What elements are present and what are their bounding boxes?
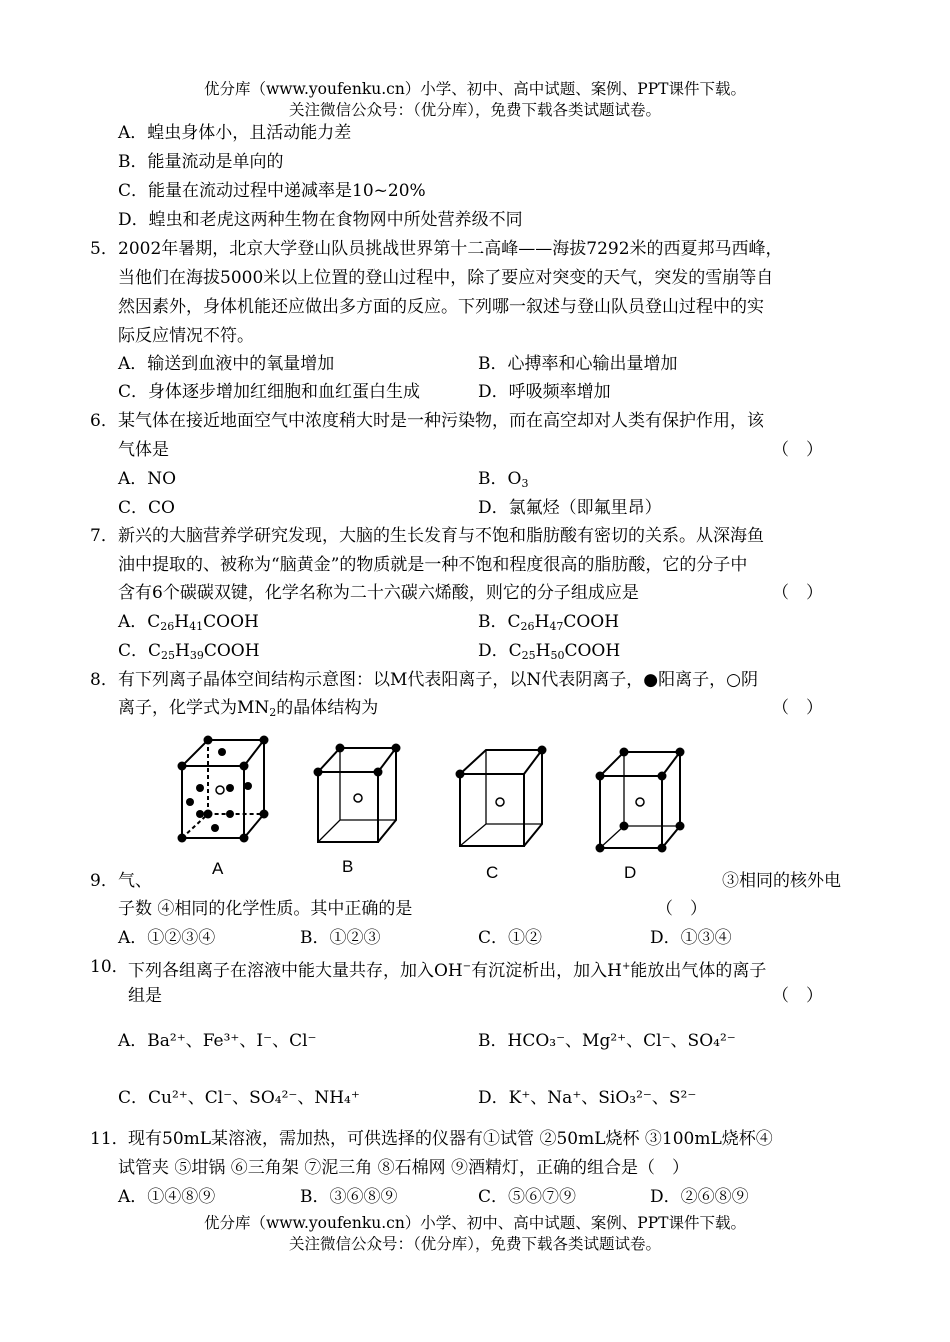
q9-answer-paren: （ ）	[656, 899, 707, 919]
q9-stem-1b: ③相同的核外电	[722, 871, 841, 891]
q11-option-a: A．①④⑧⑨	[118, 1187, 216, 1207]
q5-option-a: A．输送到血液中的氧量增加	[118, 354, 335, 374]
q6-option-c: C．CO	[118, 498, 175, 518]
q9-option-b: B．①②③	[300, 928, 381, 948]
q4-option-d: D．蝗虫和老虎这两种生物在食物网中所处营养级不同	[118, 210, 523, 230]
q10-option-b: B．HCO₃⁻、Mg²⁺、Cl⁻、SO₄²⁻	[478, 1031, 736, 1051]
q9-option-d: D．①③④	[650, 928, 732, 948]
q7-option-d: D．$C_{25}H_{50}COOH$	[478, 641, 621, 662]
q6-number: 6．	[90, 411, 118, 431]
q9-number: 9．	[90, 871, 118, 891]
q11-stem-1: 现有50mL某溶液，需加热，可供选择的仪器有①试管 ②50mL烧杯 ③100mL烧杯④	[128, 1129, 773, 1149]
q10-stem-2: 组是	[128, 986, 162, 1006]
q5-number: 5．	[90, 239, 118, 259]
q6-stem-2: 气体是	[118, 440, 169, 460]
q9-option-c: C．①②	[478, 928, 543, 948]
q7-option-a: A．$C_{26}H_{41}COOH$	[118, 612, 259, 633]
footer-line-2: 关注微信公众号：（优分库），免费下载各类试题试卷。	[288, 1235, 661, 1253]
q7-stem-3: 含有6个碳碳双键，化学名称为二十六碳六烯酸，则它的分子组成应是	[118, 583, 639, 603]
q11-option-c: C．⑤⑥⑦⑨	[478, 1187, 577, 1207]
q8-number: 8．	[90, 670, 118, 690]
q9-option-a: A．①②③④	[118, 928, 216, 948]
q4-option-a: A．蝗虫身体小，且活动能力差	[118, 123, 352, 143]
q11-stem-2: 试管夹 ⑤坩锅 ⑥三角架 ⑦泥三角 ⑧石棉网 ⑨酒精灯，正确的组合是（ ）	[118, 1158, 690, 1178]
footer-line-1: 优分库（www.youfenku.cn）小学、初中、高中试题、案例、PPT课件下载。	[203, 1214, 747, 1232]
q5-stem-2: 当他们在海拔5000米以上位置的登山过程中，除了要应对突变的天气，突发的雪崩等自	[118, 268, 774, 288]
q4-option-c: C．能量在流动过程中递减率是10~20%	[118, 181, 426, 201]
header-line-2: 关注微信公众号：（优分库），免费下载各类试题试卷。	[288, 101, 661, 119]
q10-stem-1: 下列各组离子在溶液中能大量共存，加入OH−有沉淀析出，加入H+能放出气体的离子	[128, 961, 767, 981]
q6-option-a: A．NO	[118, 469, 177, 489]
q5-stem-4: 际反应情况不符。	[118, 326, 254, 346]
cube-label-b: B	[342, 857, 354, 876]
q8-stem-1: 有下列离子晶体空间结构示意图：以M代表阳离子，以N代表阴离子，●阳离子，○阴	[118, 670, 758, 690]
q7-option-c: C．$C_{25}H_{39}COOH$	[118, 641, 260, 662]
q11-option-d: D．②⑥⑧⑨	[650, 1187, 749, 1207]
q4-option-b: B．能量流动是单向的	[118, 152, 284, 172]
q5-stem-1: 2002年暑期，北京大学登山队员挑战世界第十二高峰——海拔7292米的西夏邦马西峰，	[118, 239, 783, 259]
q8-answer-paren: （ ）	[772, 698, 823, 718]
q5-option-b: B．心搏率和心输出量增加	[478, 354, 678, 374]
q10-answer-paren: （ ）	[772, 986, 823, 1006]
q8-stem-2: 离子，化学式为$MN_2$的晶体结构为	[118, 698, 379, 719]
q11-option-b: B．③⑥⑧⑨	[300, 1187, 398, 1207]
q5-option-d: D．呼吸频率增加	[478, 382, 611, 402]
q7-answer-paren: （ ）	[772, 583, 823, 603]
q10-option-d: D．K⁺、Na⁺、SiO₃²⁻、S²⁻	[478, 1088, 697, 1108]
q11-number: 11．	[90, 1129, 129, 1149]
q10-option-a: A．Ba²⁺、Fe³⁺、I⁻、Cl⁻	[118, 1031, 317, 1051]
q9-stem-2: 子数 ④相同的化学性质。其中正确的是	[118, 899, 413, 919]
crystal-structures-figure	[160, 728, 720, 890]
q7-number: 7．	[90, 526, 118, 546]
q6-option-d: D．氯氟烃（即氟里昂）	[478, 498, 662, 518]
q6-stem-1: 某气体在接近地面空气中浓度稍大时是一种污染物，而在高空却对人类有保护作用，该	[118, 411, 764, 431]
q6-option-b: B．$O_3$	[478, 469, 529, 490]
q7-stem-1: 新兴的大脑营养学研究发现，大脑的生长发育与不饱和脂肪酸有密切的关系。从深海鱼	[118, 526, 764, 546]
q5-stem-3: 然因素外，身体机能还应做出多方面的反应。下列哪一叙述与登山队员登山过程中的实	[118, 297, 764, 317]
q5-option-c: C．身体逐步增加红细胞和血红蛋白生成	[118, 382, 421, 402]
q9-stem-1a: 气、	[118, 871, 152, 891]
q10-number: 10．	[90, 957, 129, 977]
cube-label-a: A	[212, 859, 224, 878]
header-line-1: 优分库（www.youfenku.cn）小学、初中、高中试题、案例、PPT课件下载。	[203, 80, 747, 98]
q6-answer-paren: （ ）	[772, 440, 823, 460]
cube-label-d: D	[624, 863, 637, 882]
q7-stem-2: 油中提取的、被称为“脑黄金”的物质就是一种不饱和程度很高的脂肪酸，它的分子中	[118, 555, 748, 575]
q7-option-b: B．$C_{26}H_{47}COOH$	[478, 612, 620, 633]
q10-option-c: C．Cu²⁺、Cl⁻、SO₄²⁻、NH₄⁺	[118, 1088, 360, 1108]
cube-label-c: C	[486, 863, 499, 882]
